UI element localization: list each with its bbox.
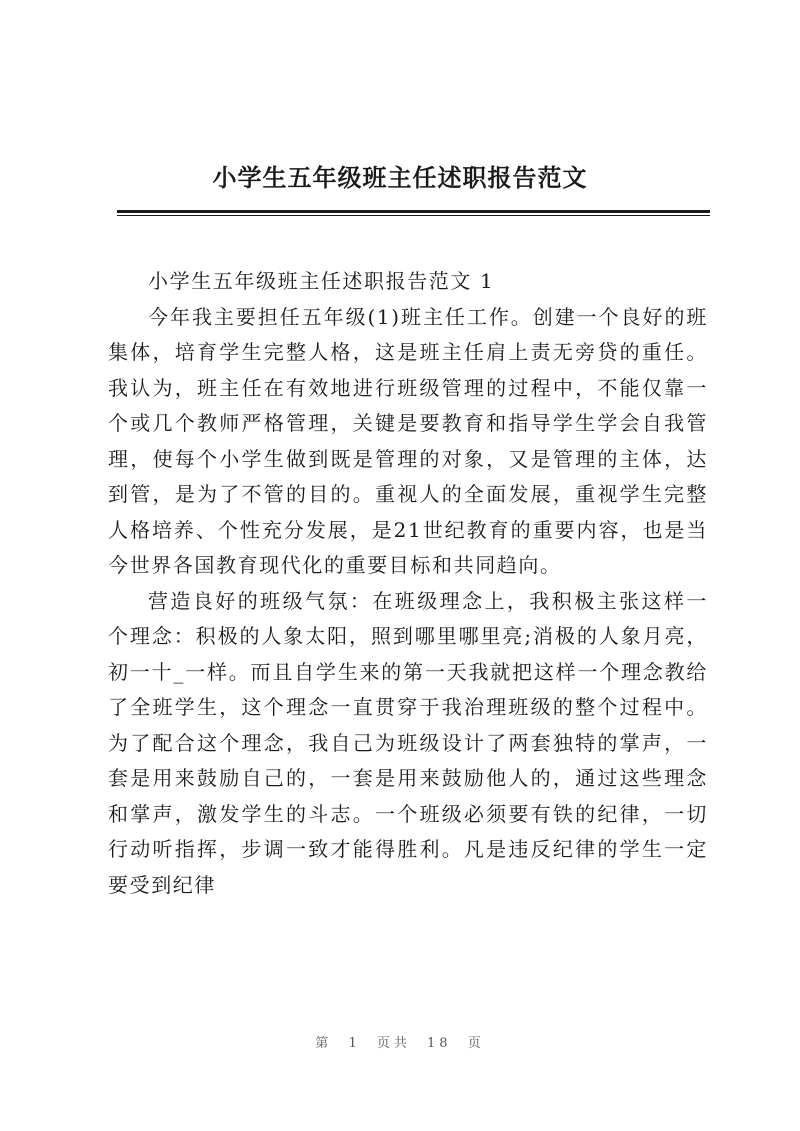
footer-mid: 页共 (376, 1036, 411, 1051)
total-pages-number: 18 (427, 1036, 452, 1051)
title-divider (117, 210, 710, 213)
paragraph: 营造良好的班级气氛：在班级理念上，我积极主张这样一个理念：积极的人象太阳，照到哪里哪里亮;消极的人象月亮，初一十_一样。而且自学生来的第一天我就把这样一个理念教给了全班学生，这个理念一直贯穿于我治理班级的整个过程中。为了配合这个理念，我自己为班级设计了两套独特的掌声，一套是用来鼓励自己的，一套是用来鼓励他人的，通过这些理念和掌声，激发学生的斗志。一个班级必须要有铁的纪律，一切行动听指挥，步调一致才能得胜利。凡是违反纪律的学生一定要受到纪律 (108, 588, 708, 897)
footer-prefix: 第 (315, 1036, 333, 1051)
section-heading: 小学生五年级班主任述职报告范文 1 (148, 269, 495, 293)
current-page-number: 1 (348, 1036, 361, 1051)
document-title: 小学生五年级班主任述职报告范文 (212, 163, 588, 192)
title-divider-thin (117, 215, 710, 216)
paragraph: 今年我主要担任五年级(1)班主任工作。创建一个良好的班集体，培育学生完整人格，这是班主任肩上责无旁贷的重任。我认为，班主任在有效地进行班级管理的过程中，不能仅靠一个或几个教师严格管理，关键是要教育和指导学生学会自我管理，使每个小学生做到既是管理的对象，又是管理的主体，达到管，是为了不管的目的。重视人的全面发展，重视学生完整人格培养、个性充分发展，是21世纪教育的重要内容，也是当今世界各国教育现代化的重要目标和共同趋向。 (108, 304, 708, 577)
page-footer (0, 1032, 800, 1051)
document-body (108, 264, 708, 903)
footer-suffix: 页 (467, 1036, 485, 1051)
